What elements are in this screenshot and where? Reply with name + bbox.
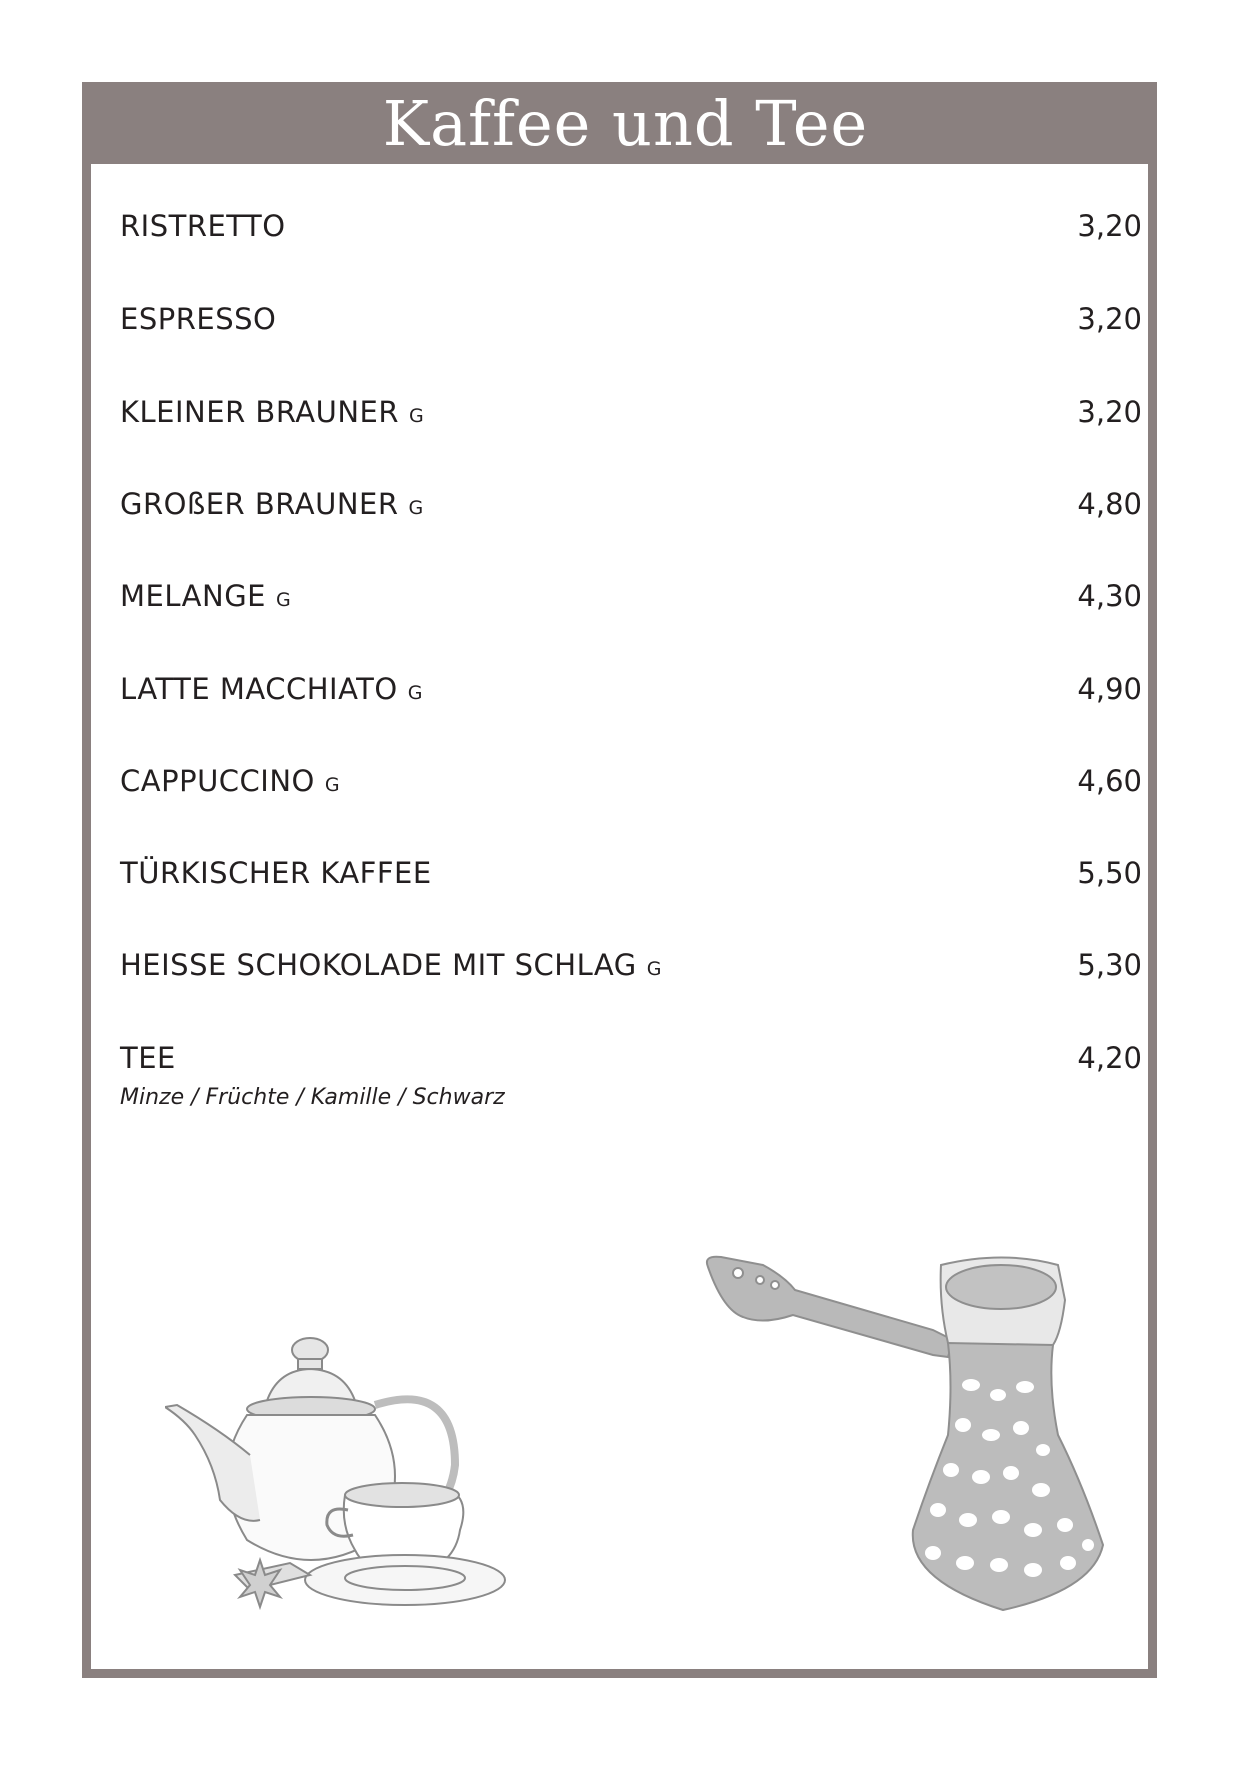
item-marker: G [276,589,292,611]
item-name: KLEINER BRAUNER G [120,395,425,429]
item-marker: G [324,774,341,796]
item-name: TÜRKISCHER KAFFEE [120,856,432,890]
item-marker: G [407,682,423,704]
item-name: LATTE MACCHIATO G [120,672,423,706]
item-name: TEE [120,1041,176,1075]
item-price: 4,30 [1077,579,1142,613]
item-price: 5,50 [1077,856,1142,890]
item-price: 5,30 [1077,948,1142,982]
item-price: 4,80 [1077,487,1142,521]
item-name: HEISSE SCHOKOLADE MIT SCHLAG G [120,948,662,982]
item-name: ESPRESSO [120,302,277,336]
item-marker: G [408,497,424,519]
item-marker: G [409,405,425,427]
item-price: 3,20 [1077,395,1142,429]
item-name: MELANGE G [120,579,292,613]
item-name: RISTRETTO [120,209,286,243]
item-price: 4,60 [1077,764,1142,798]
item-name: CAPPUCCINO G [120,764,341,798]
item-price: 4,20 [1077,1041,1142,1075]
item-price: 4,90 [1077,672,1142,706]
item-note: Minze / Früchte / Kamille / Schwarz [120,1085,505,1110]
item-marker: G [646,958,662,980]
menu-title: Kaffee und Tee [382,86,869,160]
teapot-cup-illustration [165,1335,570,1620]
item-price: 3,20 [1077,209,1142,243]
turkish-coffee-pot-illustration [703,1245,1108,1615]
item-price: 3,20 [1077,302,1142,336]
item-name: GROßER BRAUNER G [120,487,424,521]
